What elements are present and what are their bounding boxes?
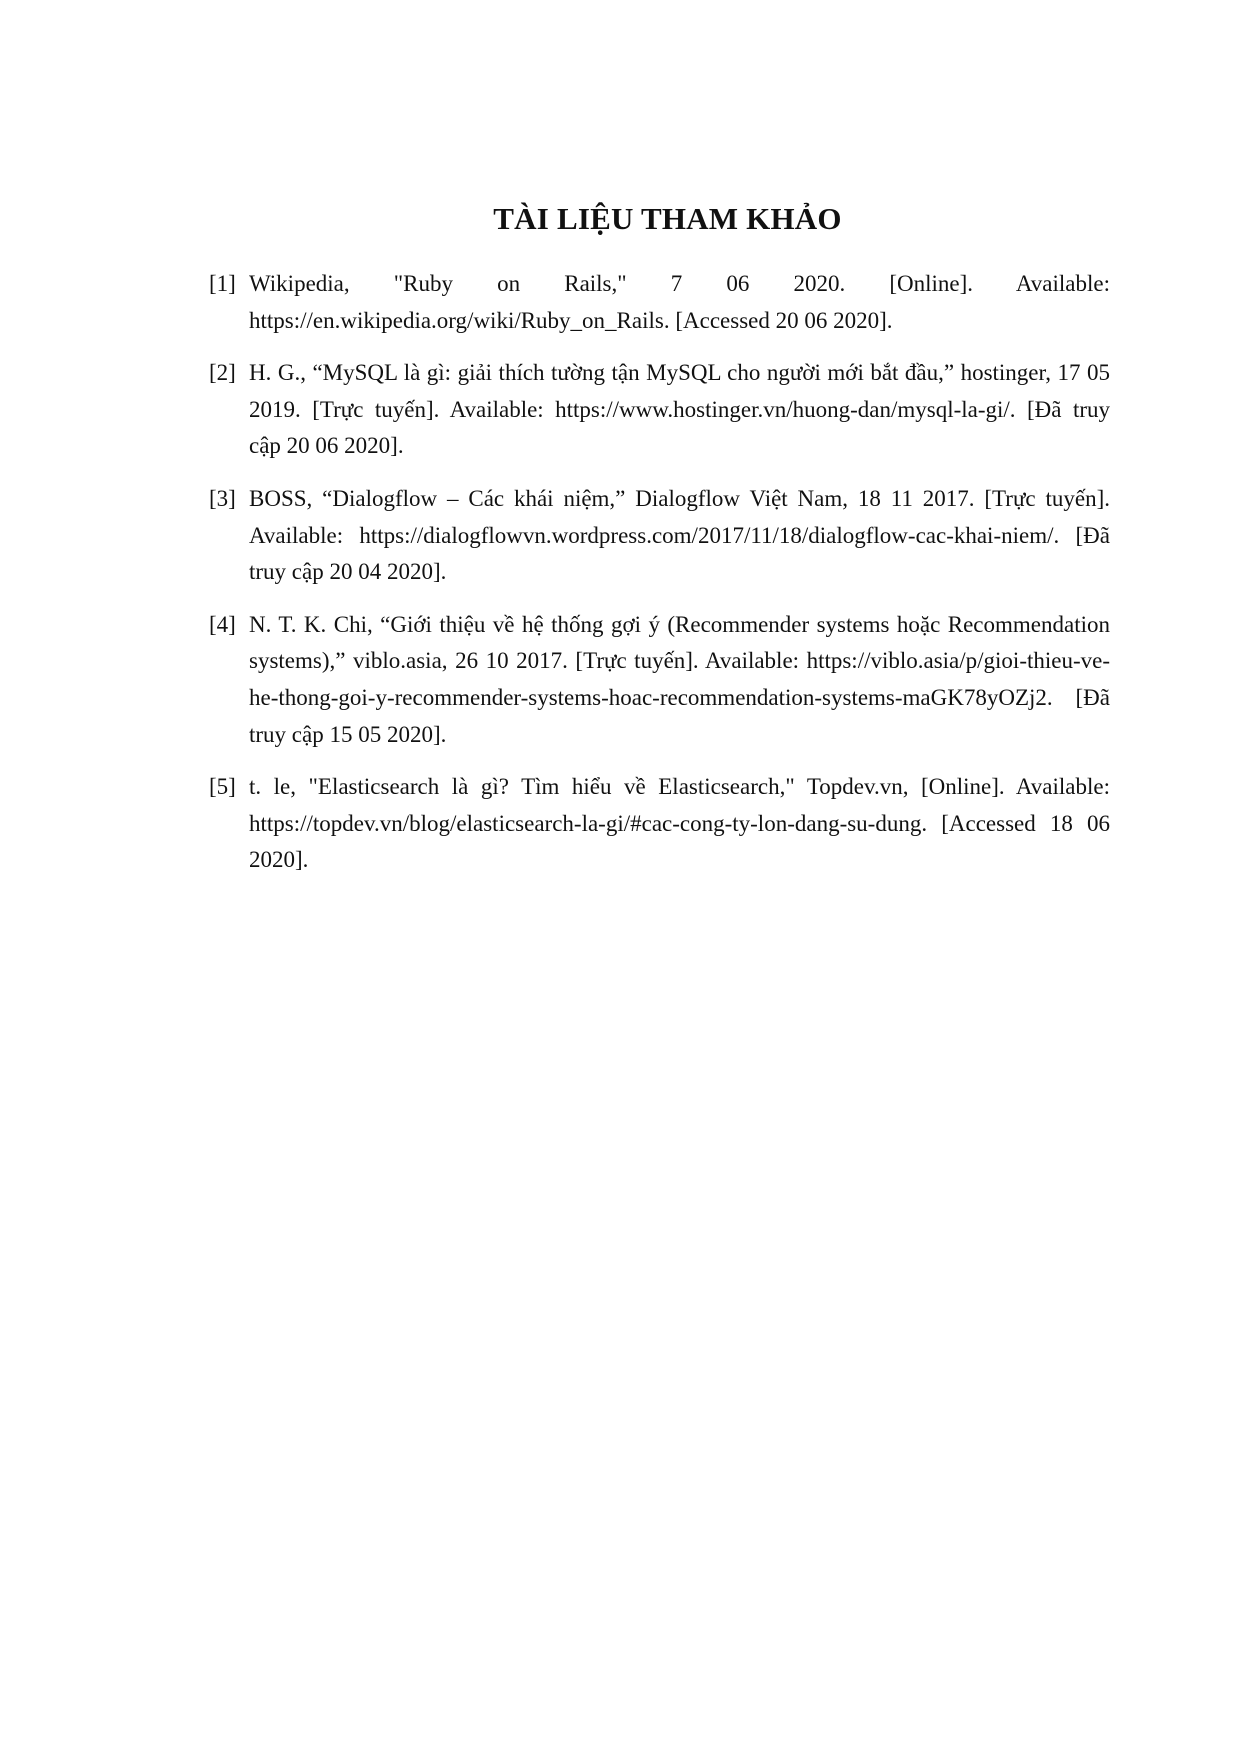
reference-list — [209, 266, 1110, 895]
reference-item-3 — [209, 481, 1110, 591]
page-title: TÀI LIỆU THAM KHẢO — [493, 200, 842, 236]
reference-item-1 — [209, 266, 1110, 339]
reference-number: [1] — [209, 271, 236, 296]
reference-text: N. T. K. Chi, “Giới thiệu về hệ thống gợi ý (Recommender systems hoặc Recommendation systems),” viblo.asia, 26 10 2017. [Trực tuyến]. Available: https://viblo.asia/p/gioi-thieu-ve-he-thong-goi-y-recommender-systems-hoac-recommendation-systems-maGK78yOZj2. [Đã truy cập 15 05 2020]. — [249, 611, 1110, 747]
reference-item-2 — [209, 355, 1110, 465]
reference-text: BOSS, “Dialogflow – Các khái niệm,” Dialogflow Việt Nam, 18 11 2017. [Trực tuyến]. Available: https://dialogflowvn.wordpress.com/2017/11/18/dialogflow-cac-khai-niem/. [Đã truy cập 20 04 2020]. — [249, 485, 1110, 585]
reference-text: H. G., “MySQL là gì: giải thích tường tận MySQL cho người mới bắt đầu,” hostinger, 17 05 2019. [Trực tuyến]. Available: https://www.hostinger.vn/huong-dan/mysql-la-gi/. [Đã truy cập 20 06 2020]. — [249, 360, 1110, 459]
reference-number: [4] — [209, 611, 236, 637]
reference-number: [2] — [209, 360, 236, 386]
reference-text: t. le, "Elasticsearch là gì? Tìm hiểu về Elasticsearch," Topdev.vn, [Online]. Available: https://topdev.vn/blog/elasticsearch-la-gi/#cac-cong-ty-lon-dang-su-dung. [Accessed 18 06 2020]. — [249, 774, 1110, 873]
reference-number: [3] — [209, 485, 236, 511]
reference-number: [5] — [209, 774, 236, 800]
reference-item-5 — [209, 769, 1110, 879]
reference-item-4 — [209, 607, 1110, 753]
reference-text: Wikipedia, "Ruby on Rails," 7 06 2020. [Online]. Available: https://en.wikipedia.org/wiki/Ruby_on_Rails. [Accessed 20 06 2020]. — [249, 271, 1110, 333]
